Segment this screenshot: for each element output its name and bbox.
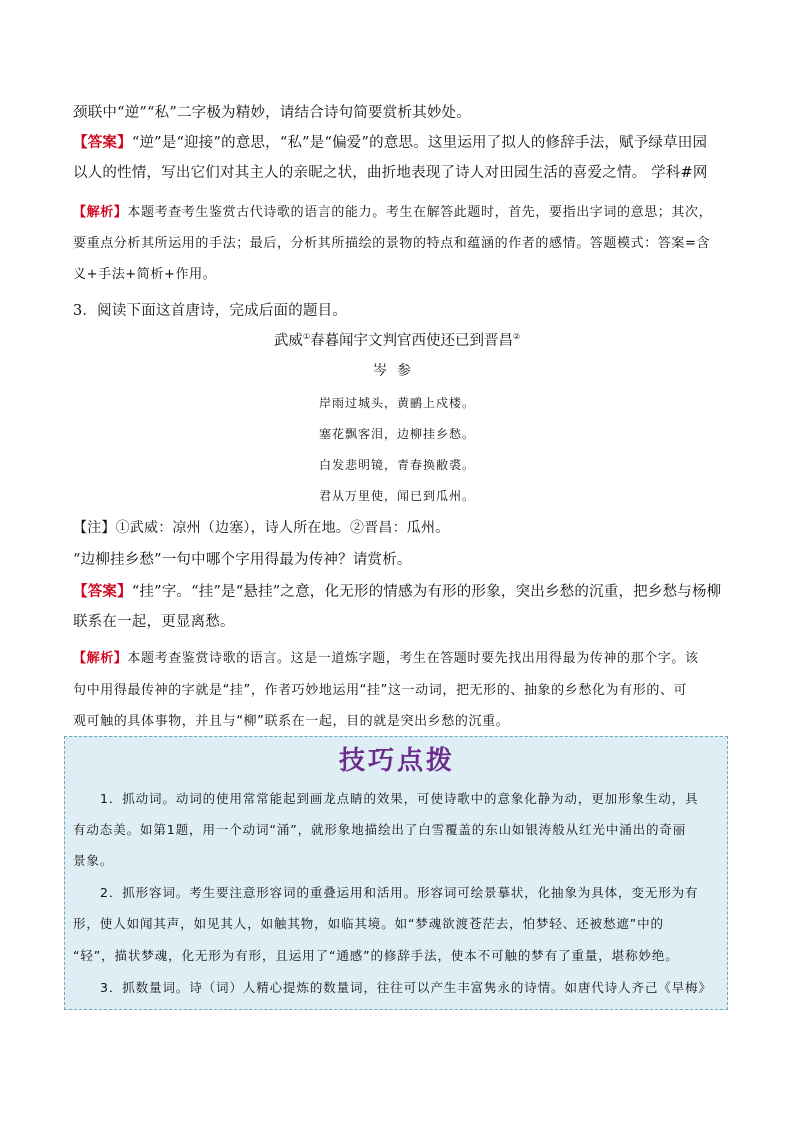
q3-analysis-line-1 [73, 647, 699, 666]
analysis-tag: 【解析】 [73, 205, 128, 220]
q2-answer-line-1 [73, 131, 707, 152]
answer-text: “挂”字。“挂”是“悬挂”之意，化无形的情感为有形的形象，突出乡愁的沉重，把乡愁与杨柳 [131, 584, 722, 600]
poem-verse: 岸雨过城头，黄鹂上戍楼。 [318, 396, 475, 410]
tips-line: 3．抓数量词。诗（词）人精心提炼的数量词，往往可以产生丰富隽永的诗情。如唐代诗人齐己《早梅》 [100, 980, 712, 995]
q3-answer-line-2: 联系在一起，更显离愁。 [73, 614, 235, 630]
analysis-tag: 【解析】 [73, 651, 128, 666]
tips-line: 形，使人如闻其声，如见其人，如触其物，如临其境。如“梦魂欲渡苍茫去，怕梦轻、还被愁遮”中的 [73, 916, 664, 931]
poem-verse: 塞花飘客泪，边柳挂乡愁。 [318, 427, 475, 441]
tips-line: 2．抓形容词。考生要注意形容词的重叠运用和活用。形容词可绘景摹状，化抽象为具体，变无形为有 [100, 885, 699, 900]
q3-analysis-line-3: 观可触的具体事物，并且与“柳”联系在一起，目的就是突出乡愁的沉重。 [73, 714, 510, 729]
answer-tag: 【答案】 [73, 583, 132, 600]
poem-verse: 君从万里使，闻已到瓜州。 [318, 489, 475, 503]
q3-prompt: 3．阅读下面这首唐诗，完成后面的题目。 [73, 303, 348, 319]
tips-line: “轻”，描状梦魂，化无形为有形，且运用了“通感”的修辞手法，使本不可触的梦有了重量，堪称妙绝。 [73, 948, 679, 963]
q2-question: 颈联中“逆”“私”二字极为精妙，请结合诗句简要赏析其妙处。 [73, 105, 471, 121]
analysis-text: 本题考查考生鉴赏古代诗歌的语言的能力。考生在解答此题时，首先，要指出字词的意思；其次， [127, 205, 713, 220]
poem-verse: 白发悲明镜，青春换敝裘。 [318, 458, 475, 472]
poem-title-note-2: ② [513, 332, 521, 342]
q2-analysis-line-1 [73, 201, 712, 220]
tips-title: 技巧点拨 [338, 746, 455, 776]
analysis-text: 本题考查鉴赏诗歌的语言。这是一道炼字题，考生在答题时要先找出用得最为传神的那个字。该 [127, 651, 699, 666]
poem-note: 【注】①武威：凉州（边塞），诗人所在地。②晋昌：瓜州。 [73, 520, 450, 536]
poem-title-part-b: 春暮闻宇文判官西使还已到晋昌 [310, 333, 513, 349]
answer-tag: 【答案】 [73, 134, 132, 151]
q2-analysis-line-2: 要重点分析其所运用的手法；最后，分析其所描绘的景物的特点和蕴涵的作者的感情。答题模式：答案=含 [73, 236, 711, 251]
poem-title [0, 329, 794, 350]
poem-title-note-1: ① [302, 332, 310, 342]
tips-line: 景象。 [73, 853, 114, 868]
tips-line: 有动态美。如第1题，用一个动词“涌”，就形象地描绘出了白雪覆盖的东山如银涛般从红光中涌出的奇丽 [73, 822, 687, 837]
q3-analysis-line-2: 句中用得最传神的字就是“挂”，作者巧妙地运用“挂”这一动词，把无形的、抽象的乡愁化为有形的、可 [73, 683, 688, 698]
q2-answer-line-2: 以人的性情，写出它们对其主人的亲昵之状，曲折地表现了诗人对田园生活的喜爱之情。 学科#网 [73, 165, 708, 181]
answer-text: “逆”是“迎接”的意思，“私”是“偏爱”的意思。这里运用了拟人的修辞手法，赋予绿草田园 [131, 135, 708, 151]
q3-question: “边柳挂乡愁”一句中哪个字用得最为传神？请赏析。 [73, 552, 412, 568]
tips-line: 1．抓动词。动词的使用常常能起到画龙点睛的效果，可使诗歌中的意象化静为动，更加形象生动，具 [100, 791, 699, 806]
q3-answer-line-1 [73, 580, 721, 601]
poem-author: 岑参 [373, 363, 421, 379]
tips-box [64, 736, 728, 1010]
poem-title-part-a: 武威 [273, 333, 303, 349]
q2-analysis-line-3: 义+手法+简析+作用。 [73, 267, 217, 282]
